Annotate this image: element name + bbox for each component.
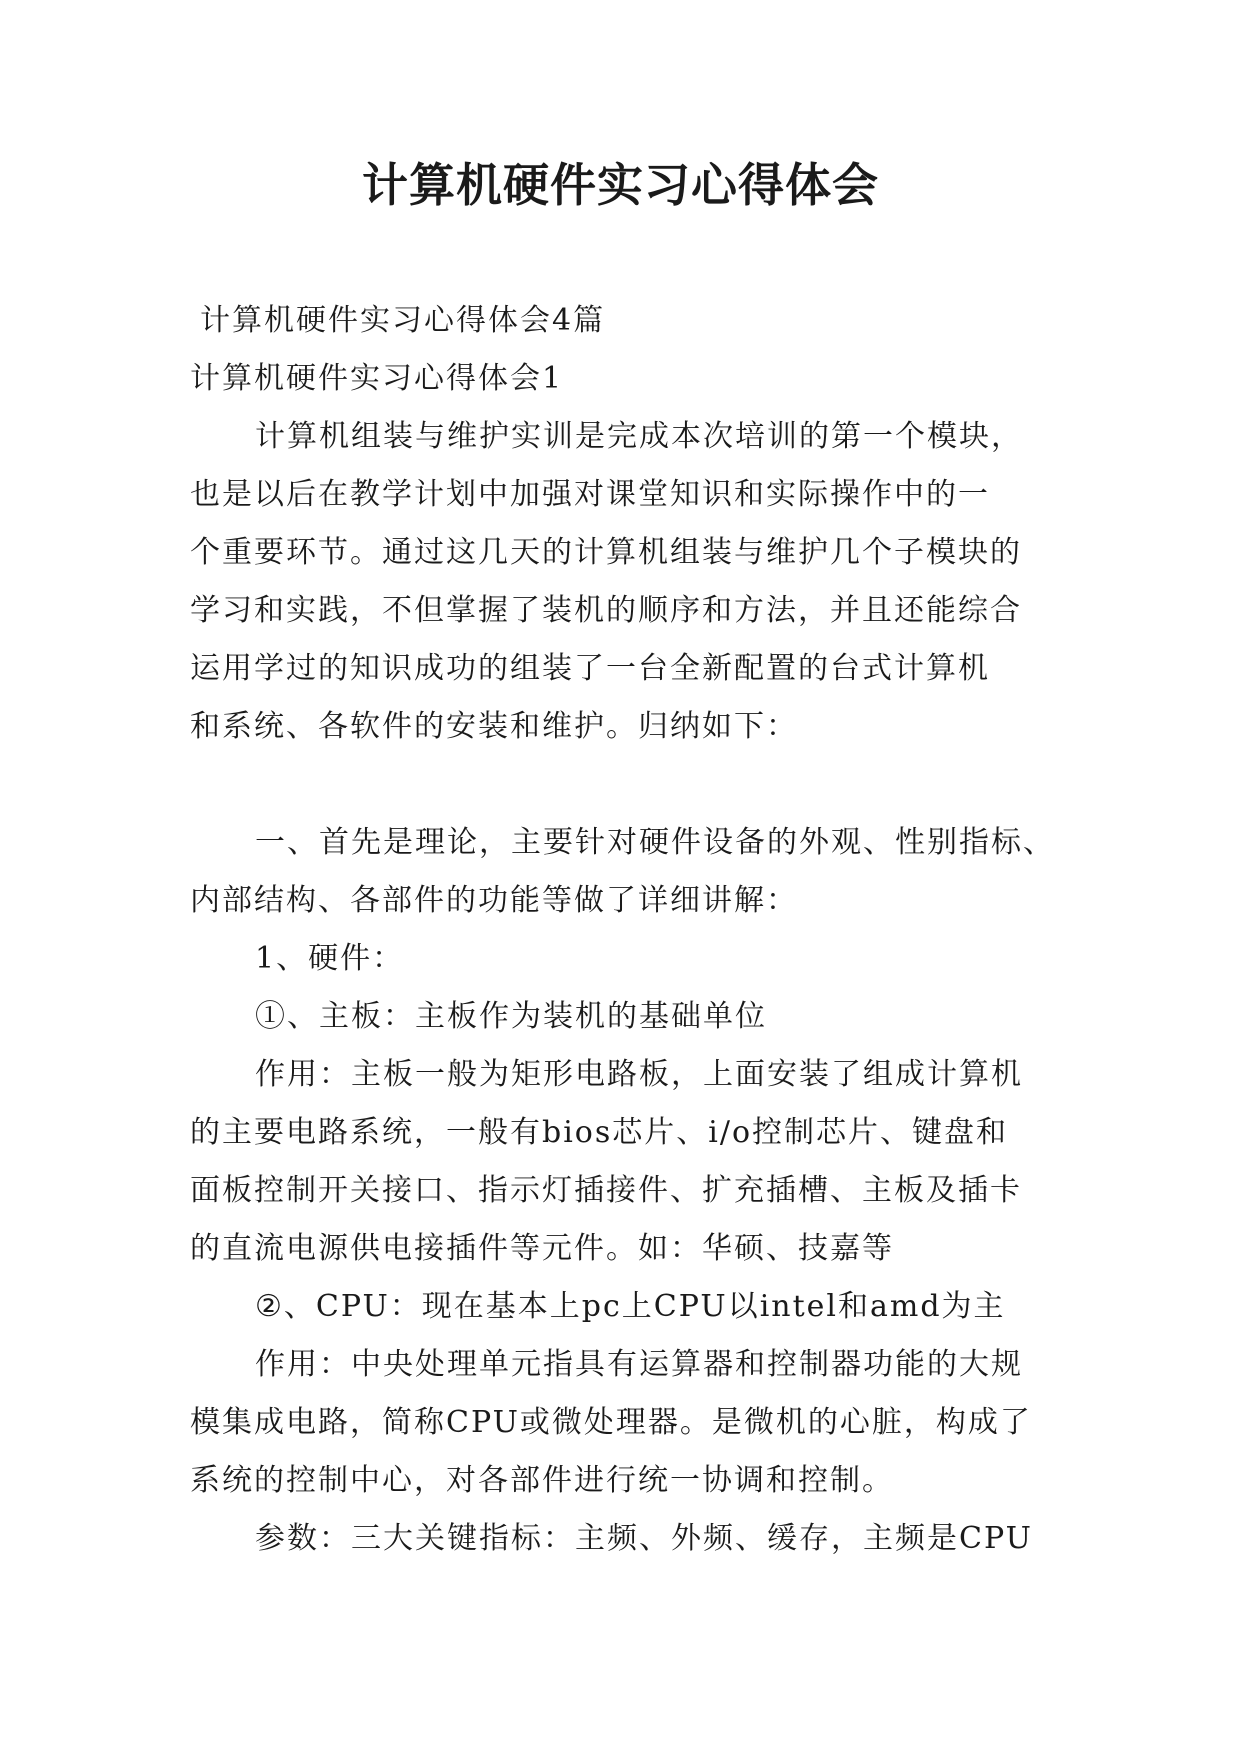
text-line: 模集成电路，简称CPU或微处理器。是微机的心脏，构成了 — [190, 1405, 1032, 1440]
text-line: 学习和实践，不但掌握了装机的顺序和方法，并且还能综合 — [190, 593, 1022, 628]
document-title: 计算机硬件实习心得体会 — [362, 158, 879, 212]
paragraph-intro — [190, 408, 1060, 756]
list-item-cpu: ②、CPU：现在基本上pc上CPU以intel和amd为主 — [255, 1289, 1006, 1324]
text-line: 一、首先是理论，主要针对硬件设备的外观、性别指标、 — [255, 825, 1055, 860]
paragraph-cpu-parameters: 参数：三大关键指标：主频、外频、缓存，主频是CPU — [255, 1521, 1033, 1556]
text-line: 运用学过的知识成功的组装了一台全新配置的台式计算机 — [190, 651, 990, 686]
text-line: 系统的控制中心，对各部件进行统一协调和控制。 — [190, 1463, 894, 1498]
text-line: 计算机组装与维护实训是完成本次培训的第一个模块， — [255, 419, 1023, 454]
section-heading: 计算机硬件实习心得体会1 — [190, 361, 564, 396]
paragraph-theory — [190, 814, 1060, 930]
list-heading-hardware: 1、硬件： — [255, 941, 405, 976]
text-line: 也是以后在教学计划中加强对课堂知识和实际操作中的一 — [190, 477, 990, 512]
paragraph-spacer — [190, 756, 1060, 814]
text-line: 个重要环节。通过这几天的计算机组装与维护几个子模块的 — [190, 535, 1022, 570]
text-line: 内部结构、各部件的功能等做了详细讲解： — [190, 883, 798, 918]
text-line: 的直流电源供电接插件等元件。如：华硕、技嘉等 — [190, 1231, 894, 1266]
text-line: 作用：中央处理单元指具有运算器和控制器功能的大规 — [255, 1347, 1023, 1382]
text-line: 的主要电路系统，一般有bios芯片、i/o控制芯片、键盘和 — [190, 1115, 1009, 1150]
text-line: 作用：主板一般为矩形电路板，上面安装了组成计算机 — [255, 1057, 1023, 1092]
paragraph-cpu-function — [190, 1336, 1060, 1510]
list-item-motherboard: ①、主板：主板作为装机的基础单位 — [255, 999, 767, 1034]
text-line: 和系统、各软件的安装和维护。归纳如下： — [190, 709, 798, 744]
text-line: 面板控制开关接口、指示灯插接件、扩充插槽、主板及插卡 — [190, 1173, 1022, 1208]
document-body — [190, 292, 1060, 1568]
paragraph-motherboard-function — [190, 1046, 1060, 1278]
subtitle: 计算机硬件实习心得体会4篇 — [200, 303, 606, 338]
